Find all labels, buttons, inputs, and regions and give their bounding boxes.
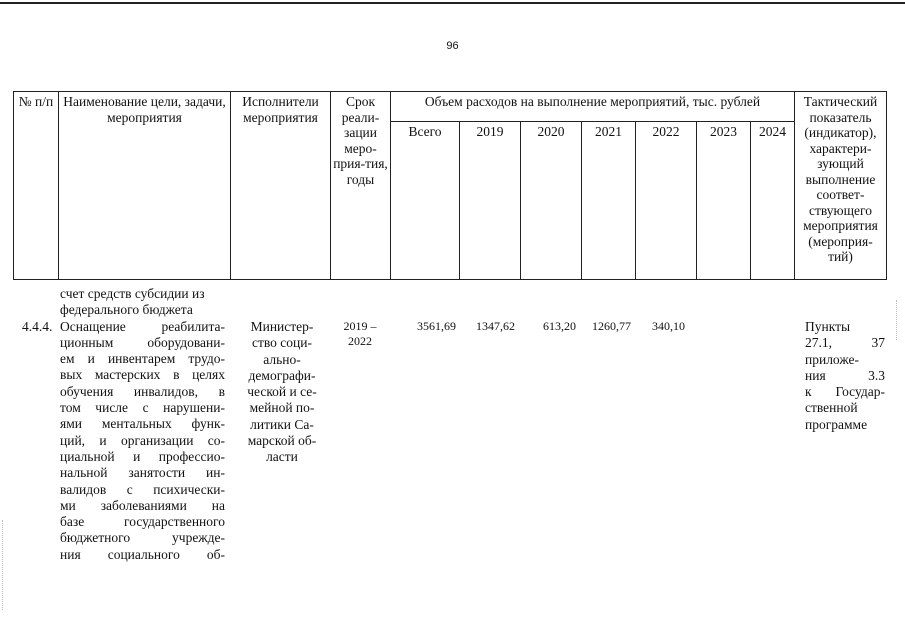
header-name: Наименование цели, задачи, мероприятия: [59, 92, 231, 280]
term-line: 2019 –: [343, 319, 377, 333]
indicator-line: ственной: [805, 400, 858, 416]
name-line: ционным оборудовани-: [60, 334, 225, 350]
header-year-2023: 2023: [697, 122, 751, 280]
value-2019: 1347,62: [476, 319, 515, 333]
top-border-line: [0, 2, 905, 4]
term-column: [334, 319, 386, 349]
term-line: 2022: [348, 334, 372, 348]
executor-column: [236, 319, 328, 466]
executor-line: марской об-: [247, 433, 317, 449]
name-line: нальной занятости ин-: [60, 465, 225, 481]
name-line: бюджетного учрежде-: [60, 530, 225, 546]
header-term: Срок реали-зации меро-прия-тия, годы: [331, 92, 391, 280]
executor-line: литики Са-: [250, 416, 314, 432]
page-number: 96: [446, 40, 459, 52]
executor-line: ально-: [263, 351, 301, 367]
header-year-2019: 2019: [460, 122, 521, 280]
name-line: ем и инвентарем трудо-: [60, 351, 225, 367]
name-line: базе государственного: [60, 514, 225, 530]
indicator-line: программе: [805, 416, 868, 432]
indicator-line: к Государ-: [805, 384, 885, 400]
header-num: № п/п: [14, 92, 59, 280]
indicator-line: ния 3.3: [805, 367, 885, 383]
indicator-line: Пункты: [805, 319, 851, 334]
row-number: 4.4.4.: [22, 319, 53, 334]
name-line: Оснащение реабилита-: [60, 318, 225, 334]
header-indicator: Тактический показатель (индикатор), характери-зующий выполнение соответ-ствующего мероприятия (мероприя-тий): [795, 92, 887, 280]
name-column: [60, 286, 225, 563]
name-line: ями ментальных функ-: [60, 416, 225, 432]
name-line: валидов с психически-: [60, 481, 225, 497]
value-2021: 1260,77: [592, 319, 631, 333]
header-year-2024: 2024: [751, 122, 795, 280]
header-executors: Исполнители мероприятия: [231, 92, 331, 280]
header-table: [13, 91, 887, 280]
name-line: ния социального об-: [60, 546, 225, 562]
header-year-2021: 2021: [582, 122, 636, 280]
value-2022: 340,10: [652, 319, 685, 333]
executor-line: ласти: [266, 449, 298, 465]
value-total: 3561,69: [417, 319, 456, 333]
name-line: том числе с нарушени-: [60, 400, 225, 416]
indicator-column: [805, 319, 885, 433]
executor-line: Министер-: [250, 319, 314, 334]
name-line: обучения инвалидов, в: [60, 383, 225, 399]
name-line: циальной и профессио-: [60, 448, 225, 464]
scan-artifact-right: [896, 300, 903, 340]
executor-line: ческой и се-: [247, 384, 317, 400]
executor-line: ство соци-: [252, 335, 312, 351]
continuation-line: федерального бюджета: [60, 302, 193, 318]
header-year-2022: 2022: [636, 122, 697, 280]
header-year-2020: 2020: [521, 122, 582, 280]
indicator-line: 27.1, 37: [805, 335, 885, 351]
indicator-line: приложе-: [805, 351, 859, 367]
executor-line: демографи-: [248, 367, 316, 383]
executor-line: мейной по-: [249, 400, 315, 416]
continuation-line: счет средств субсидии из: [60, 286, 205, 301]
header-volume: Объем расходов на выполнение мероприятий, тыс. рублей: [391, 92, 795, 122]
value-2020: 613,20: [543, 319, 576, 333]
name-line: ций, и организации со-: [60, 432, 225, 448]
name-line: ми заболеваниями на: [60, 497, 225, 513]
header-total: Всего: [391, 122, 460, 280]
scan-artifact-left: [2, 520, 9, 610]
name-line: вых мастерских в целях: [60, 367, 225, 383]
